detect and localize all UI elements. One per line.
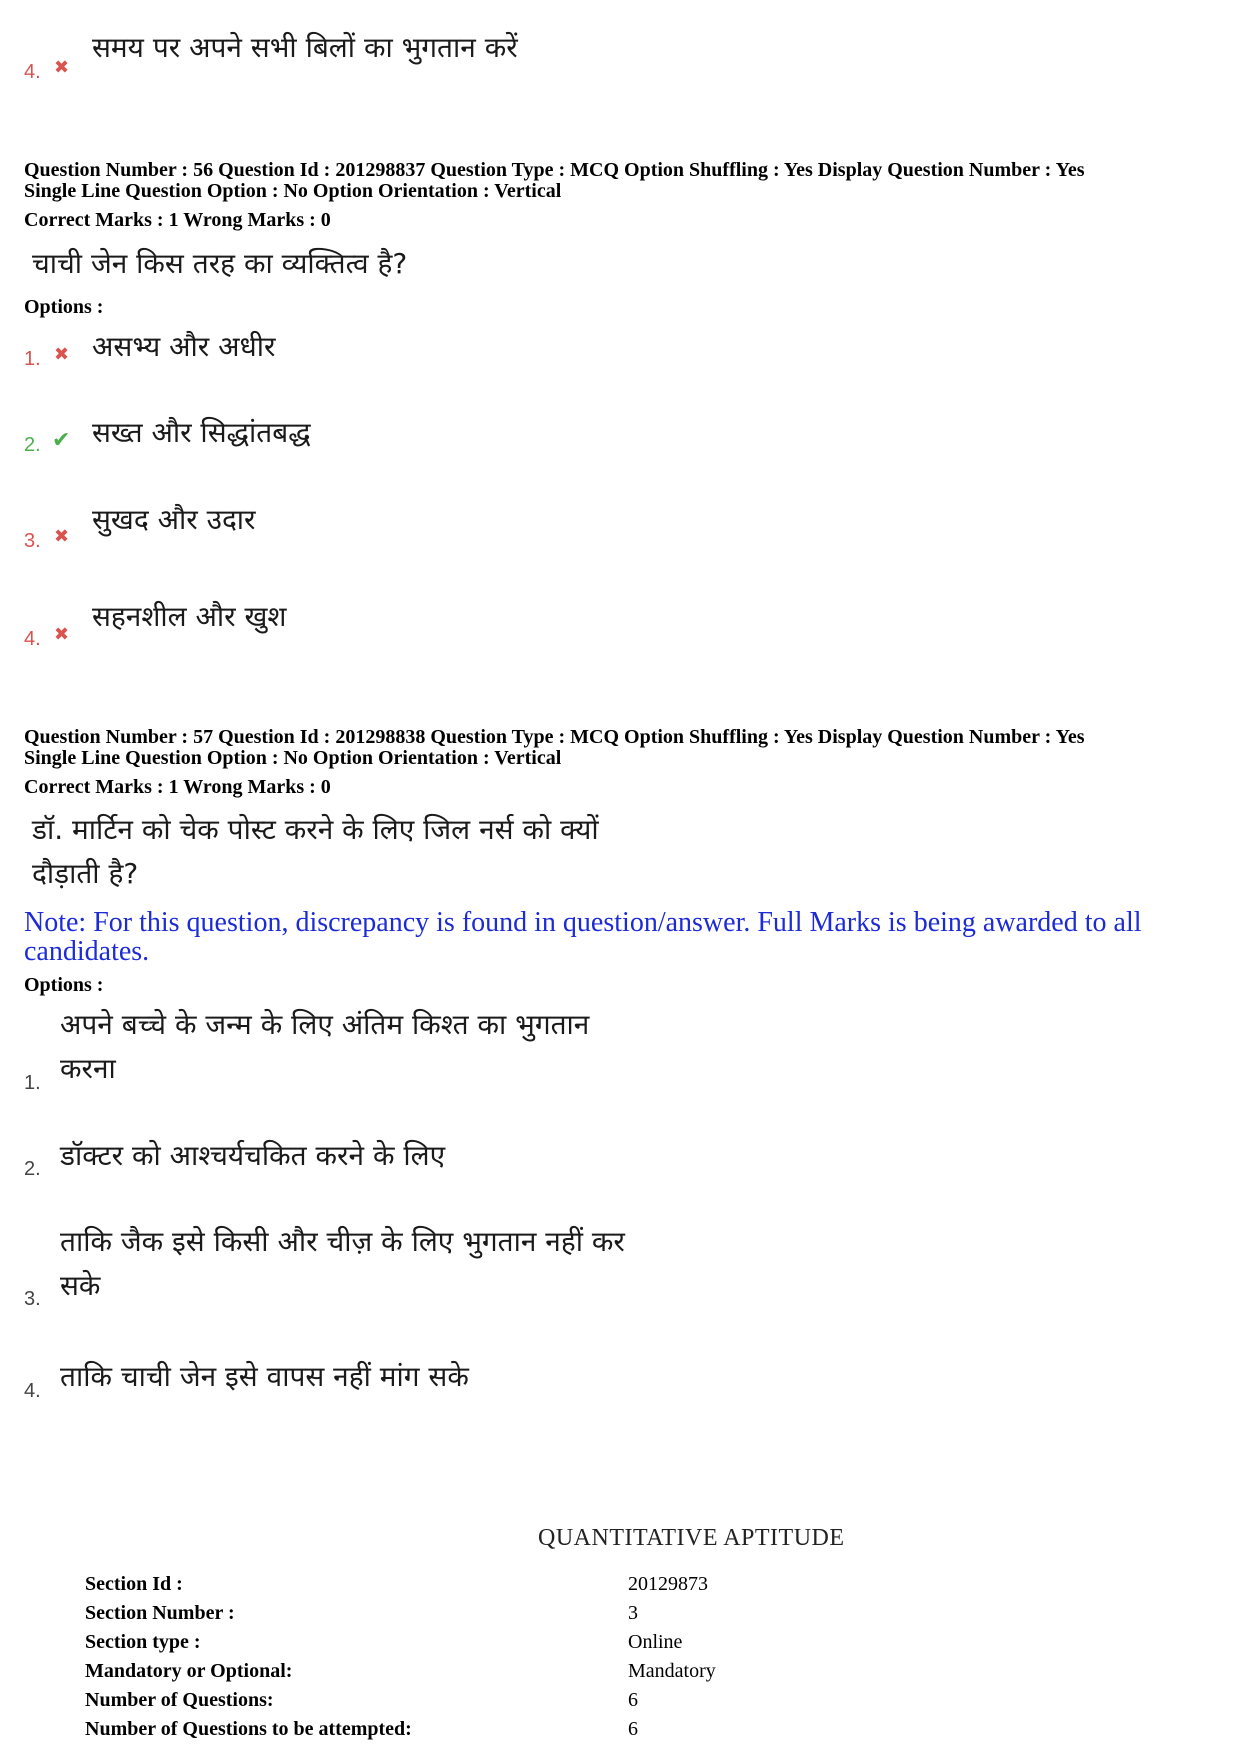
option-number: 3. bbox=[24, 530, 41, 552]
option-text: सुखद और उदार bbox=[92, 503, 256, 536]
option-number: 1. bbox=[24, 1072, 41, 1094]
section-id-label: Section Id : bbox=[85, 1573, 183, 1595]
option-number: 4. bbox=[24, 61, 41, 83]
question-count-value: 6 bbox=[628, 1689, 638, 1711]
section-id-value: 20129873 bbox=[628, 1573, 708, 1595]
correct-check-icon: ✔ bbox=[52, 428, 71, 453]
option-text-line1: ताकि जैक इसे किसी और चीज़ के लिए भुगतान नहीं कर bbox=[60, 1225, 625, 1258]
option-number: 4. bbox=[24, 1380, 41, 1402]
option-text: सहनशील और खुश bbox=[92, 600, 287, 633]
section-title: QUANTITATIVE APTITUDE bbox=[538, 1525, 845, 1551]
option-number: 4. bbox=[24, 628, 41, 650]
question-meta-line2: Single Line Question Option : No Option Orientation : Vertical bbox=[24, 180, 562, 202]
option-text-line1: अपने बच्चे के जन्म के लिए अंतिम किश्त का भुगतान bbox=[60, 1008, 590, 1041]
question-meta-line2: Single Line Question Option : No Option Orientation : Vertical bbox=[24, 747, 562, 769]
question-text: चाची जेन किस तरह का व्यक्तित्व है? bbox=[32, 247, 408, 280]
section-number-label: Section Number : bbox=[85, 1602, 235, 1624]
section-type-label: Section type : bbox=[85, 1631, 201, 1653]
options-label: Options : bbox=[24, 974, 104, 996]
section-number-value: 3 bbox=[628, 1602, 638, 1624]
question-marks: Correct Marks : 1 Wrong Marks : 0 bbox=[24, 776, 331, 798]
question-meta: Question Number : 57 Question Id : 201298838 Question Type : MCQ Option Shuffling : Yes Display Question Number : Yes bbox=[24, 726, 1085, 748]
mandatory-label: Mandatory or Optional: bbox=[85, 1660, 293, 1682]
options-label: Options : bbox=[24, 296, 104, 318]
option-text: सख्त और सिद्धांतबद्ध bbox=[92, 416, 311, 449]
option-number: 2. bbox=[24, 434, 41, 456]
option-number: 2. bbox=[24, 1158, 41, 1180]
section-type-value: Online bbox=[628, 1631, 683, 1653]
discrepancy-note-line2: candidates. bbox=[24, 936, 150, 967]
wrong-mark-icon: ✖ bbox=[54, 624, 70, 645]
question-marks: Correct Marks : 1 Wrong Marks : 0 bbox=[24, 209, 331, 231]
question-text-line1: डॉ. मार्टिन को चेक पोस्ट करने के लिए जिल नर्स को क्यों bbox=[32, 813, 599, 846]
option-text: समय पर अपने सभी बिलों का भुगतान करें bbox=[92, 31, 518, 64]
question-text-line2: दौड़ाती है? bbox=[32, 857, 139, 890]
option-number: 3. bbox=[24, 1288, 41, 1310]
wrong-mark-icon: ✖ bbox=[54, 526, 70, 547]
wrong-mark-icon: ✖ bbox=[54, 57, 70, 78]
question-meta: Question Number : 56 Question Id : 201298837 Question Type : MCQ Option Shuffling : Yes Display Question Number : Yes bbox=[24, 159, 1085, 181]
option-text: असभ्य और अधीर bbox=[92, 330, 276, 363]
option-text-line2: सके bbox=[60, 1269, 101, 1302]
option-number: 1. bbox=[24, 348, 41, 370]
attempt-count-value: 6 bbox=[628, 1718, 638, 1740]
wrong-mark-icon: ✖ bbox=[54, 344, 70, 365]
mandatory-value: Mandatory bbox=[628, 1660, 716, 1682]
option-text-line1: ताकि चाची जेन इसे वापस नहीं मांग सके bbox=[60, 1360, 469, 1393]
question-count-label: Number of Questions: bbox=[85, 1689, 274, 1711]
option-text-line1: डॉक्टर को आश्चर्यचकित करने के लिए bbox=[60, 1139, 446, 1172]
attempt-count-label: Number of Questions to be attempted: bbox=[85, 1718, 412, 1740]
discrepancy-note: Note: For this question, discrepancy is found in question/answer. Full Marks is being awarded to all bbox=[24, 907, 1142, 938]
option-text-line2: करना bbox=[60, 1052, 116, 1085]
